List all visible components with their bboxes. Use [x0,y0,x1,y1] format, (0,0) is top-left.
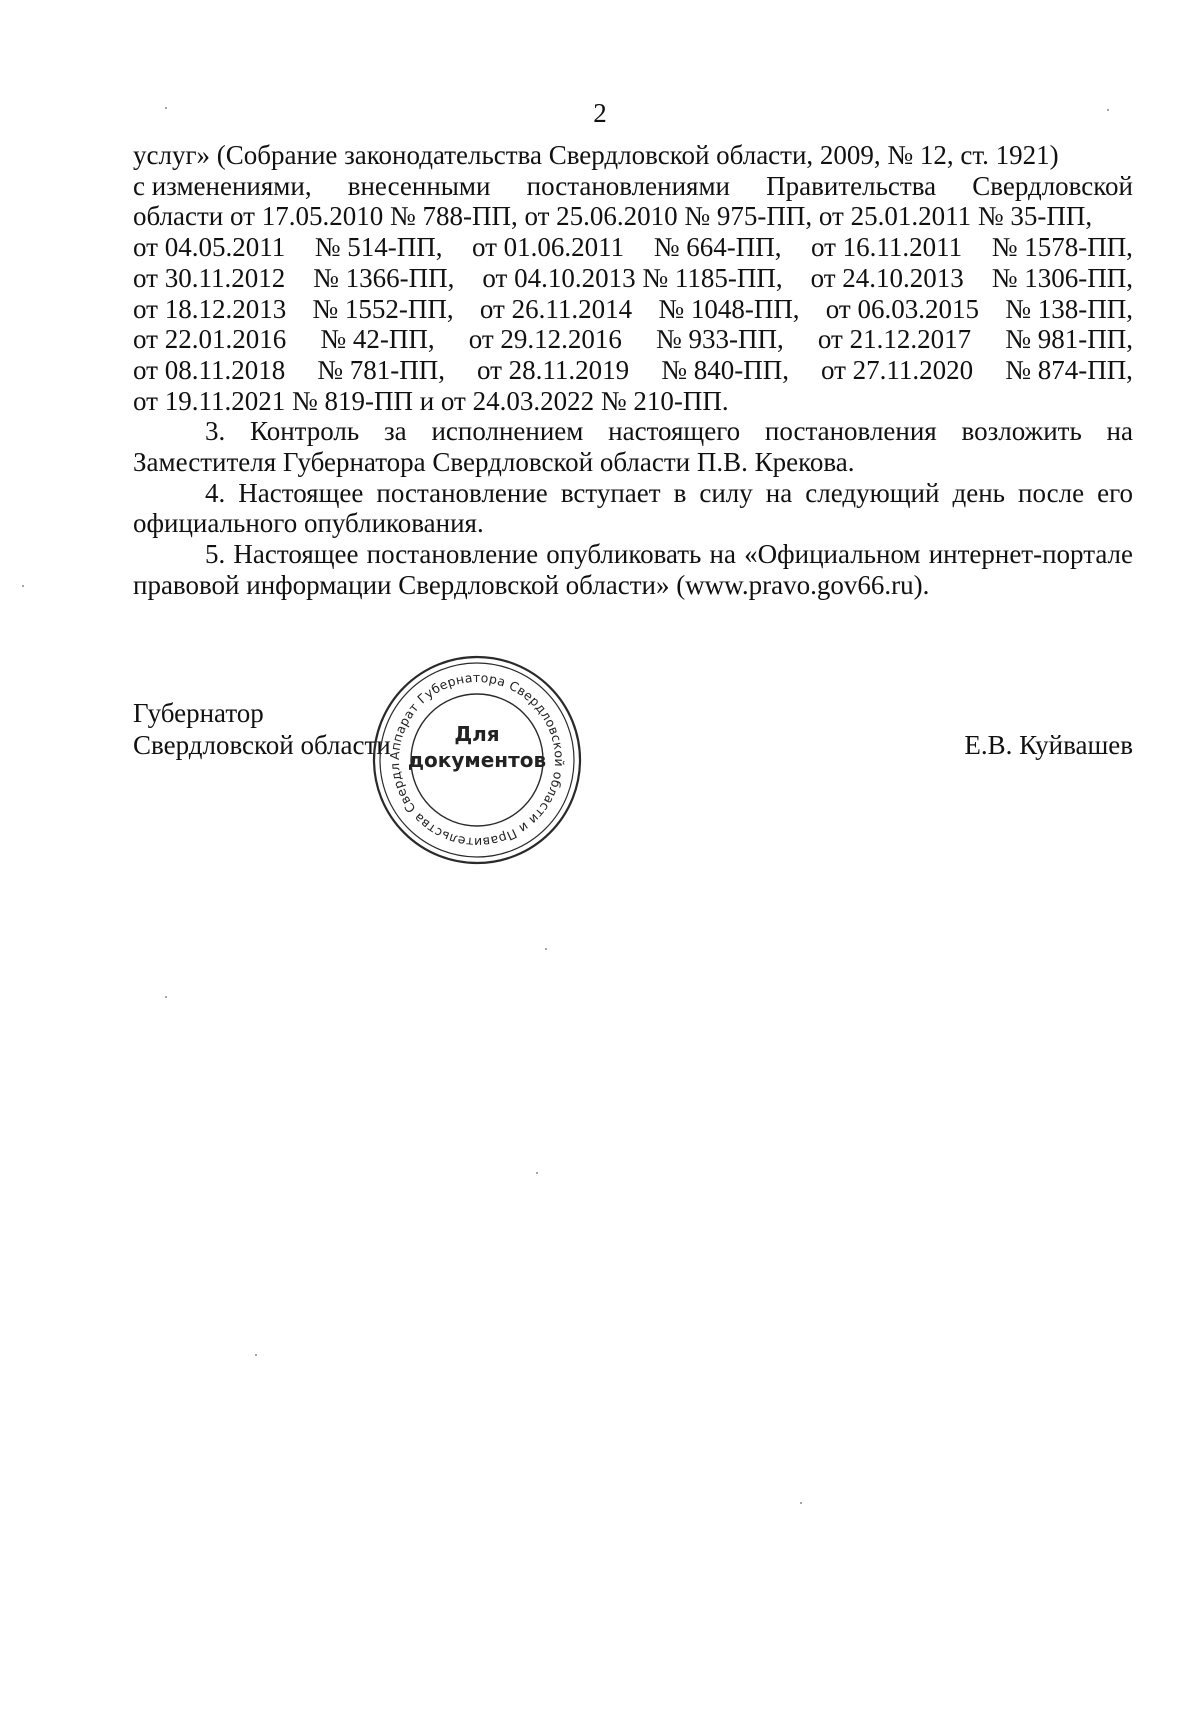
text-segment: Свердловской [972,170,1133,201]
text-segment: № 840-ПП, [661,354,789,385]
scan-speck [545,948,547,950]
paragraph-line [133,386,1133,417]
stamp-center-line-2: документов [407,748,547,772]
official-stamp [370,653,584,867]
text-segment: от 19.11.2021 № 819-ПП и от 24.03.2022 № 210-ПП. [133,385,729,416]
text-segment: № 42-ПП, [320,324,435,355]
text-segment: от 21.12.2017 [817,324,972,355]
text-segment: от 28.11.2019 [476,354,630,385]
paragraph-4: 4. Настоящее постановление вступает в силу на следующий день после его официального опубликования. [133,477,1133,539]
scan-speck [536,1172,538,1174]
paragraph-line [133,201,1133,232]
paragraph-2-continuation [133,140,1133,416]
text-segment: от 24.10.2013 [810,262,964,293]
scan-speck [800,1502,802,1504]
text-segment: от 22.01.2016 [133,324,287,355]
text-segment: от 04.05.2011 [133,232,286,263]
text-segment: № 981-ПП, [1005,324,1133,355]
text-segment: № 1578-ПП, [991,232,1133,263]
text-segment: от 30.11.2012 [133,262,286,293]
text-segment: от 16.11.2011 [810,232,963,263]
text-segment: № 874-ПП, [1005,354,1133,385]
text-segment: № 1552-ПП, [312,293,454,324]
signatory-position-line-1: Губернатор [133,698,264,728]
text-segment: от 29.12.2016 [468,324,622,355]
text-segment: услуг» (Собрание законодательства Свердловской области, 2009, № 12, ст. 1921) [133,140,1059,170]
paragraph-5: 5. Настоящее постановление опубликовать на «Официальном интернет-портале правовой информации Свердловской области» (www.pravo.gov66.ru). [133,539,1133,600]
paragraph-line [133,171,1133,202]
text-segment: внесенными [347,170,491,201]
paragraph-line [133,232,1133,263]
signatory-name: Е.В. Куйвашев [964,730,1133,760]
scan-speck [22,585,24,587]
signatory-position [133,697,391,761]
paragraph-line [133,263,1133,294]
text-segment: № 933-ПП, [656,324,784,355]
scan-speck [1107,109,1109,111]
signatory-position-line-2: Свердловской области [133,730,391,760]
text-segment: № 138-ПП, [1005,293,1133,324]
text-segment: № 1048-ПП, [658,293,800,324]
text-segment: № 781-ПП, [317,354,445,385]
text-segment: № 514-ПП, [314,232,443,263]
text-segment: № 664-ПП, [653,232,782,263]
paragraph-line [133,355,1133,386]
paragraph-line [133,294,1133,325]
text-segment: от 04.10.2013 № 1185-ПП, [482,262,783,293]
scan-speck [165,996,167,998]
text-segment: области от 17.05.2010 № 788-ПП, от 25.06.2010 № 975-ПП, от 25.01.2011 № 35-ПП, [133,201,1093,232]
page-number: 2 [593,98,607,128]
text-segment: с изменениями, [133,170,312,201]
stamp-center-line-1: Для [454,722,500,746]
stamp-center-text [370,721,584,773]
text-segment: от 06.03.2015 [825,293,979,324]
paragraph-3: 3. Контроль за исполнением настоящего постановления возложить на Заместителя Губернатора Свердловской области П.В. Крекова. [133,416,1133,478]
text-segment: от 18.12.2013 [133,293,287,324]
text-segment: от 08.11.2018 [133,354,286,385]
text-segment: от 01.06.2011 [471,232,625,263]
text-segment: постановлениями [526,170,730,201]
text-segment: № 1366-ПП, [313,262,455,293]
document-body [133,140,1133,601]
scan-speck [255,1354,257,1356]
text-segment: № 1306-ПП, [991,262,1133,293]
text-segment: от 27.11.2020 [820,354,974,385]
paragraph-line [133,140,1133,171]
text-segment: Правительства [766,170,937,201]
text-segment: от 26.11.2014 [479,293,633,324]
paragraph-line [133,324,1133,355]
svg-text:Аппарат Губернатора Свердловск: Аппарат Губернатора Свердловской области и Правительства Свердл [386,669,568,851]
scan-speck [165,107,167,109]
